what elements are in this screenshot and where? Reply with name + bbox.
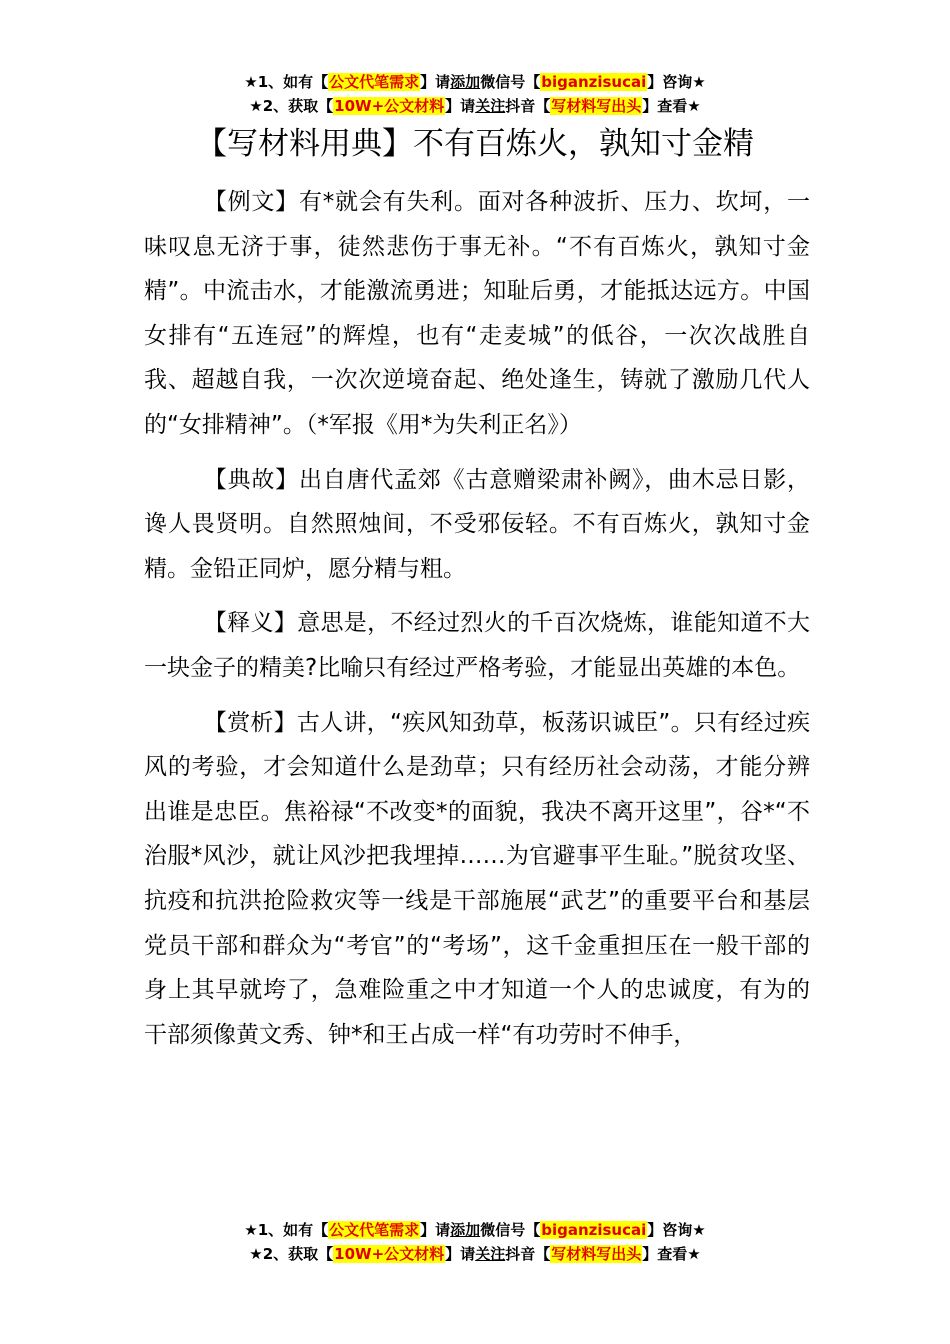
header-promo-banner (0, 70, 950, 118)
star-icon: ★ (692, 73, 706, 91)
promo-line-1 (0, 70, 950, 94)
star-icon: ★ (244, 1221, 258, 1239)
promo-underlined-text: 关注 (475, 97, 506, 115)
star-icon: ★ (249, 1245, 263, 1263)
promo-text: 】请 (420, 73, 451, 91)
promo-text: 】查看 (642, 1245, 688, 1263)
promo-highlight-service: 公文代笔需求 (329, 1221, 420, 1239)
paragraph-meaning: 【释义】意思是，不经过烈火的千百次烧炼，谁能知道不大一块金子的精美?比喻只有经过严格考验，才能显出英雄的本色。 (144, 610, 810, 681)
promo-text: 】咨询 (647, 1221, 693, 1239)
paragraph-example: 【例文】有*就会有失利。面对各种波折、压力、坎坷，一味叹息无济于事，徒然悲伤于事无补。“不有百炼火，孰知寸金精”。中流击水，才能激流勇进；知耻后勇，才能抵达远方。中国女排有“五连冠”的辉煌，也有“走麦城”的低谷，一次次战胜自我、超越自我，一次次逆境奋起、绝处逢生，铸就了激励几代人的“女排精神”。（*军报《用*为失利正名》） (144, 189, 810, 438)
promo-underlined-text: 关注 (475, 1245, 506, 1263)
promo-text: 抖音【 (505, 1245, 551, 1263)
promo-highlight-service: 公文代笔需求 (329, 73, 420, 91)
promo-text: 1、如有【 (257, 1221, 329, 1239)
promo-line-2 (0, 94, 950, 118)
star-icon: ★ (244, 73, 258, 91)
document-title: 【写材料用典】不有百炼火，孰知寸金精 (196, 126, 754, 162)
promo-text: 2、获取【 (262, 97, 334, 115)
promo-highlight-wechat-id: biganzisucai (541, 73, 647, 91)
promo-text: 】咨询 (647, 73, 693, 91)
paragraph-appreciation: 【赏析】古人讲，“疾风知劲草，板荡识诚臣”。只有经过疾风的考验，才会知道什么是劲草；只有经历社会动荡，才能分辨出谁是忠臣。焦裕禄“不改变*的面貌，我决不离开这里”，谷*“不治服*风沙，就让风沙把我埋掉……为官避事平生耻。”脱贫攻坚、抗疫和抗洪抢险救灾等一线是干部施展“武艺”的重要平台和基层党员干部和群众为“考官”的“考场”，这千金重担压在一般干部的身上其早就垮了，急难险重之中才知道一个人的忠诚度，有为的干部须像黄文秀、钟*和王占成一样“有功劳时不伸手， (144, 709, 810, 1048)
promo-text: 】请 (420, 1221, 451, 1239)
promo-underlined-text: 添加 (450, 73, 481, 91)
star-icon: ★ (687, 1245, 701, 1263)
promo-text: 抖音【 (505, 97, 551, 115)
footer-promo-banner (0, 1218, 950, 1266)
star-icon: ★ (687, 97, 701, 115)
promo-highlight-douyin: 写材料写出头 (551, 1245, 642, 1263)
promo-highlight-materials: 10W+公文材料 (334, 97, 445, 115)
promo-highlight-wechat-id: biganzisucai (541, 1221, 647, 1239)
promo-line-1 (0, 1218, 950, 1242)
promo-underlined-text: 添加 (450, 1221, 481, 1239)
promo-text: 微信号【 (480, 73, 541, 91)
star-icon: ★ (692, 1221, 706, 1239)
document-body (144, 180, 810, 1057)
promo-line-2 (0, 1242, 950, 1266)
promo-text: 】查看 (642, 97, 688, 115)
promo-text: 】请 (445, 1245, 476, 1263)
promo-highlight-materials: 10W+公文材料 (334, 1245, 445, 1263)
star-icon: ★ (249, 97, 263, 115)
promo-text: 1、如有【 (257, 73, 329, 91)
promo-text: 2、获取【 (262, 1245, 334, 1263)
paragraph-allusion: 【典故】出自唐代孟郊《古意赠梁肃补阙》，曲木忌日影，谗人畏贤明。自然照烛间，不受邪佞轻。不有百炼火，孰知寸金精。金铅正同炉，愿分精与粗。 (144, 466, 810, 582)
promo-text: 微信号【 (480, 1221, 541, 1239)
promo-text: 】请 (445, 97, 476, 115)
promo-highlight-douyin: 写材料写出头 (551, 97, 642, 115)
